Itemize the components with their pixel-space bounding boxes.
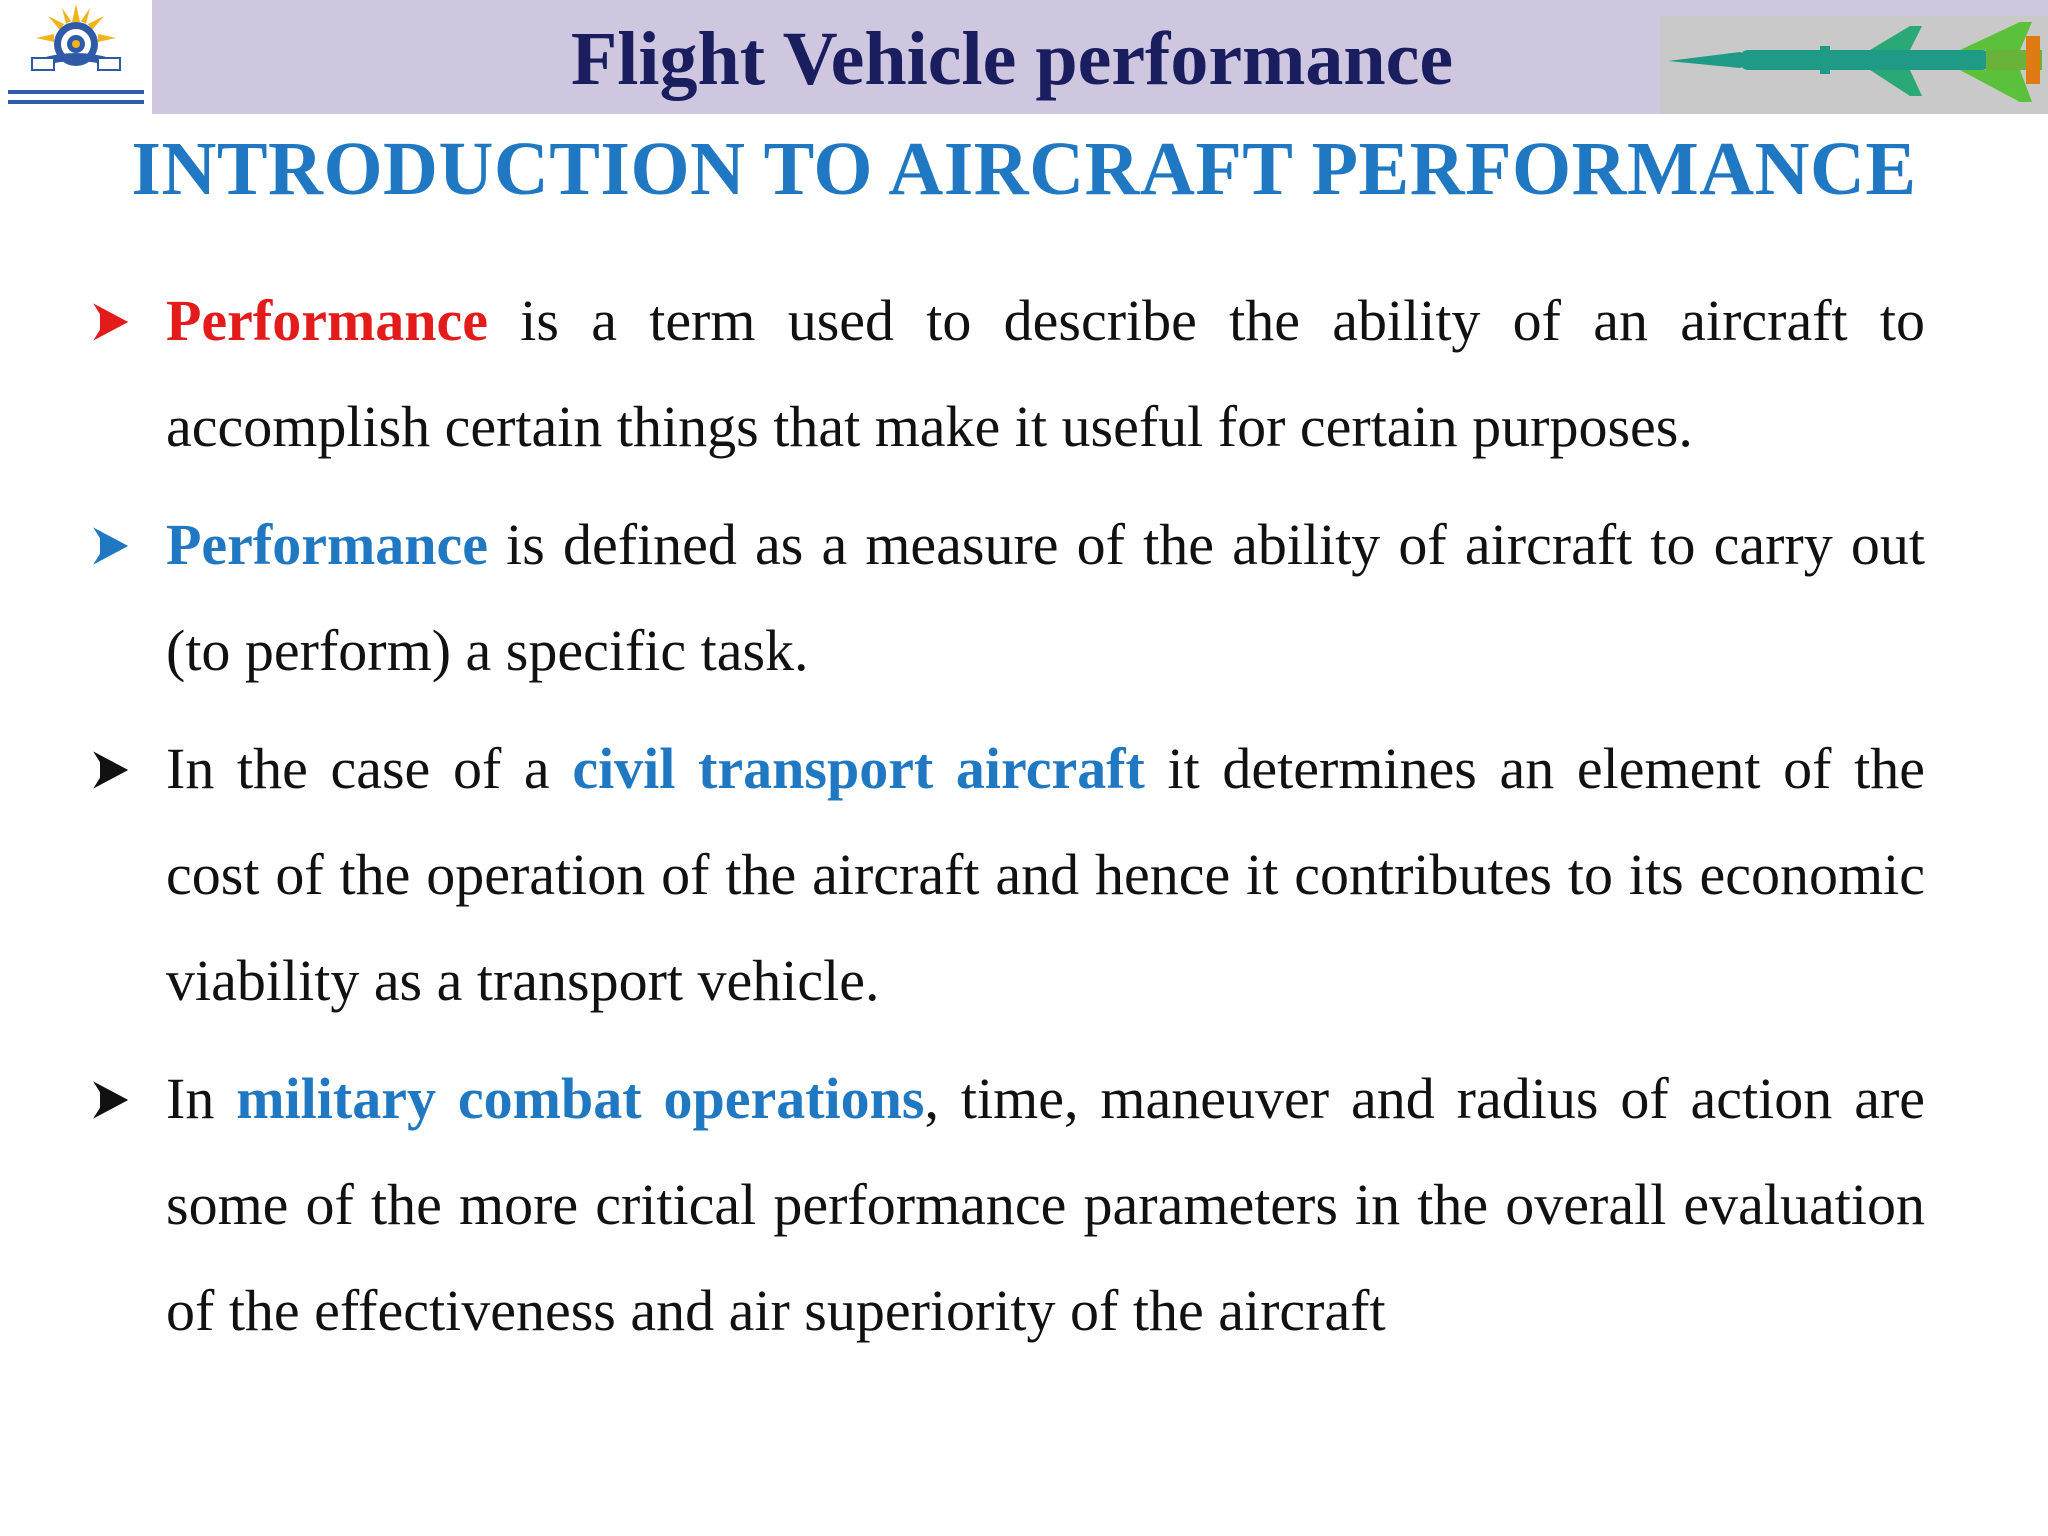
bullet-text: , time, maneuver and radius of action are some of the more critical performance parameters in the overall evaluation of the effectiveness and air superiority of the aircraft — [166, 1066, 1925, 1343]
bullet-text: it determines an element of the cost of the operation of the aircraft and hence it contributes to its economic viability as a transport vehicle. — [166, 736, 1925, 1013]
bullet-highlight: Performance — [166, 288, 489, 353]
deck-title: Flight Vehicle performance — [570, 17, 1454, 101]
arrow-bullet-icon — [90, 526, 130, 566]
bullet-item — [90, 1046, 1925, 1364]
bullet-text: is a term used to describe the ability of an aircraft to accomplish certain things that make it useful for certain purposes. — [166, 288, 1925, 459]
arrow-bullet-icon — [90, 1080, 130, 1120]
bullet-item — [90, 268, 1925, 480]
ethiopian-defence-university-logo-icon — [0, 0, 152, 114]
missile-icon — [1660, 16, 2048, 114]
bullet-text-lead: In — [166, 1066, 237, 1131]
missile-image — [1660, 16, 2048, 114]
slide-heading: INTRODUCTION TO AIRCRAFT PERFORMANCE — [131, 127, 1917, 211]
bullet-item — [90, 716, 1925, 1034]
bullet-text-lead: In the case of a — [166, 736, 573, 801]
bullet-item — [90, 492, 1925, 704]
bullet-highlight: military combat operations — [236, 1066, 925, 1131]
bullet-list — [90, 268, 1925, 1376]
bullet-highlight: Performance — [166, 512, 489, 577]
bullet-highlight: civil transport aircraft — [572, 736, 1145, 801]
bullet-text: is defined as a measure of the ability of aircraft to carry out (to perform) a specific task. — [166, 512, 1925, 683]
arrow-bullet-icon — [90, 750, 130, 790]
university-logo — [0, 0, 152, 114]
arrow-bullet-icon — [90, 302, 130, 342]
